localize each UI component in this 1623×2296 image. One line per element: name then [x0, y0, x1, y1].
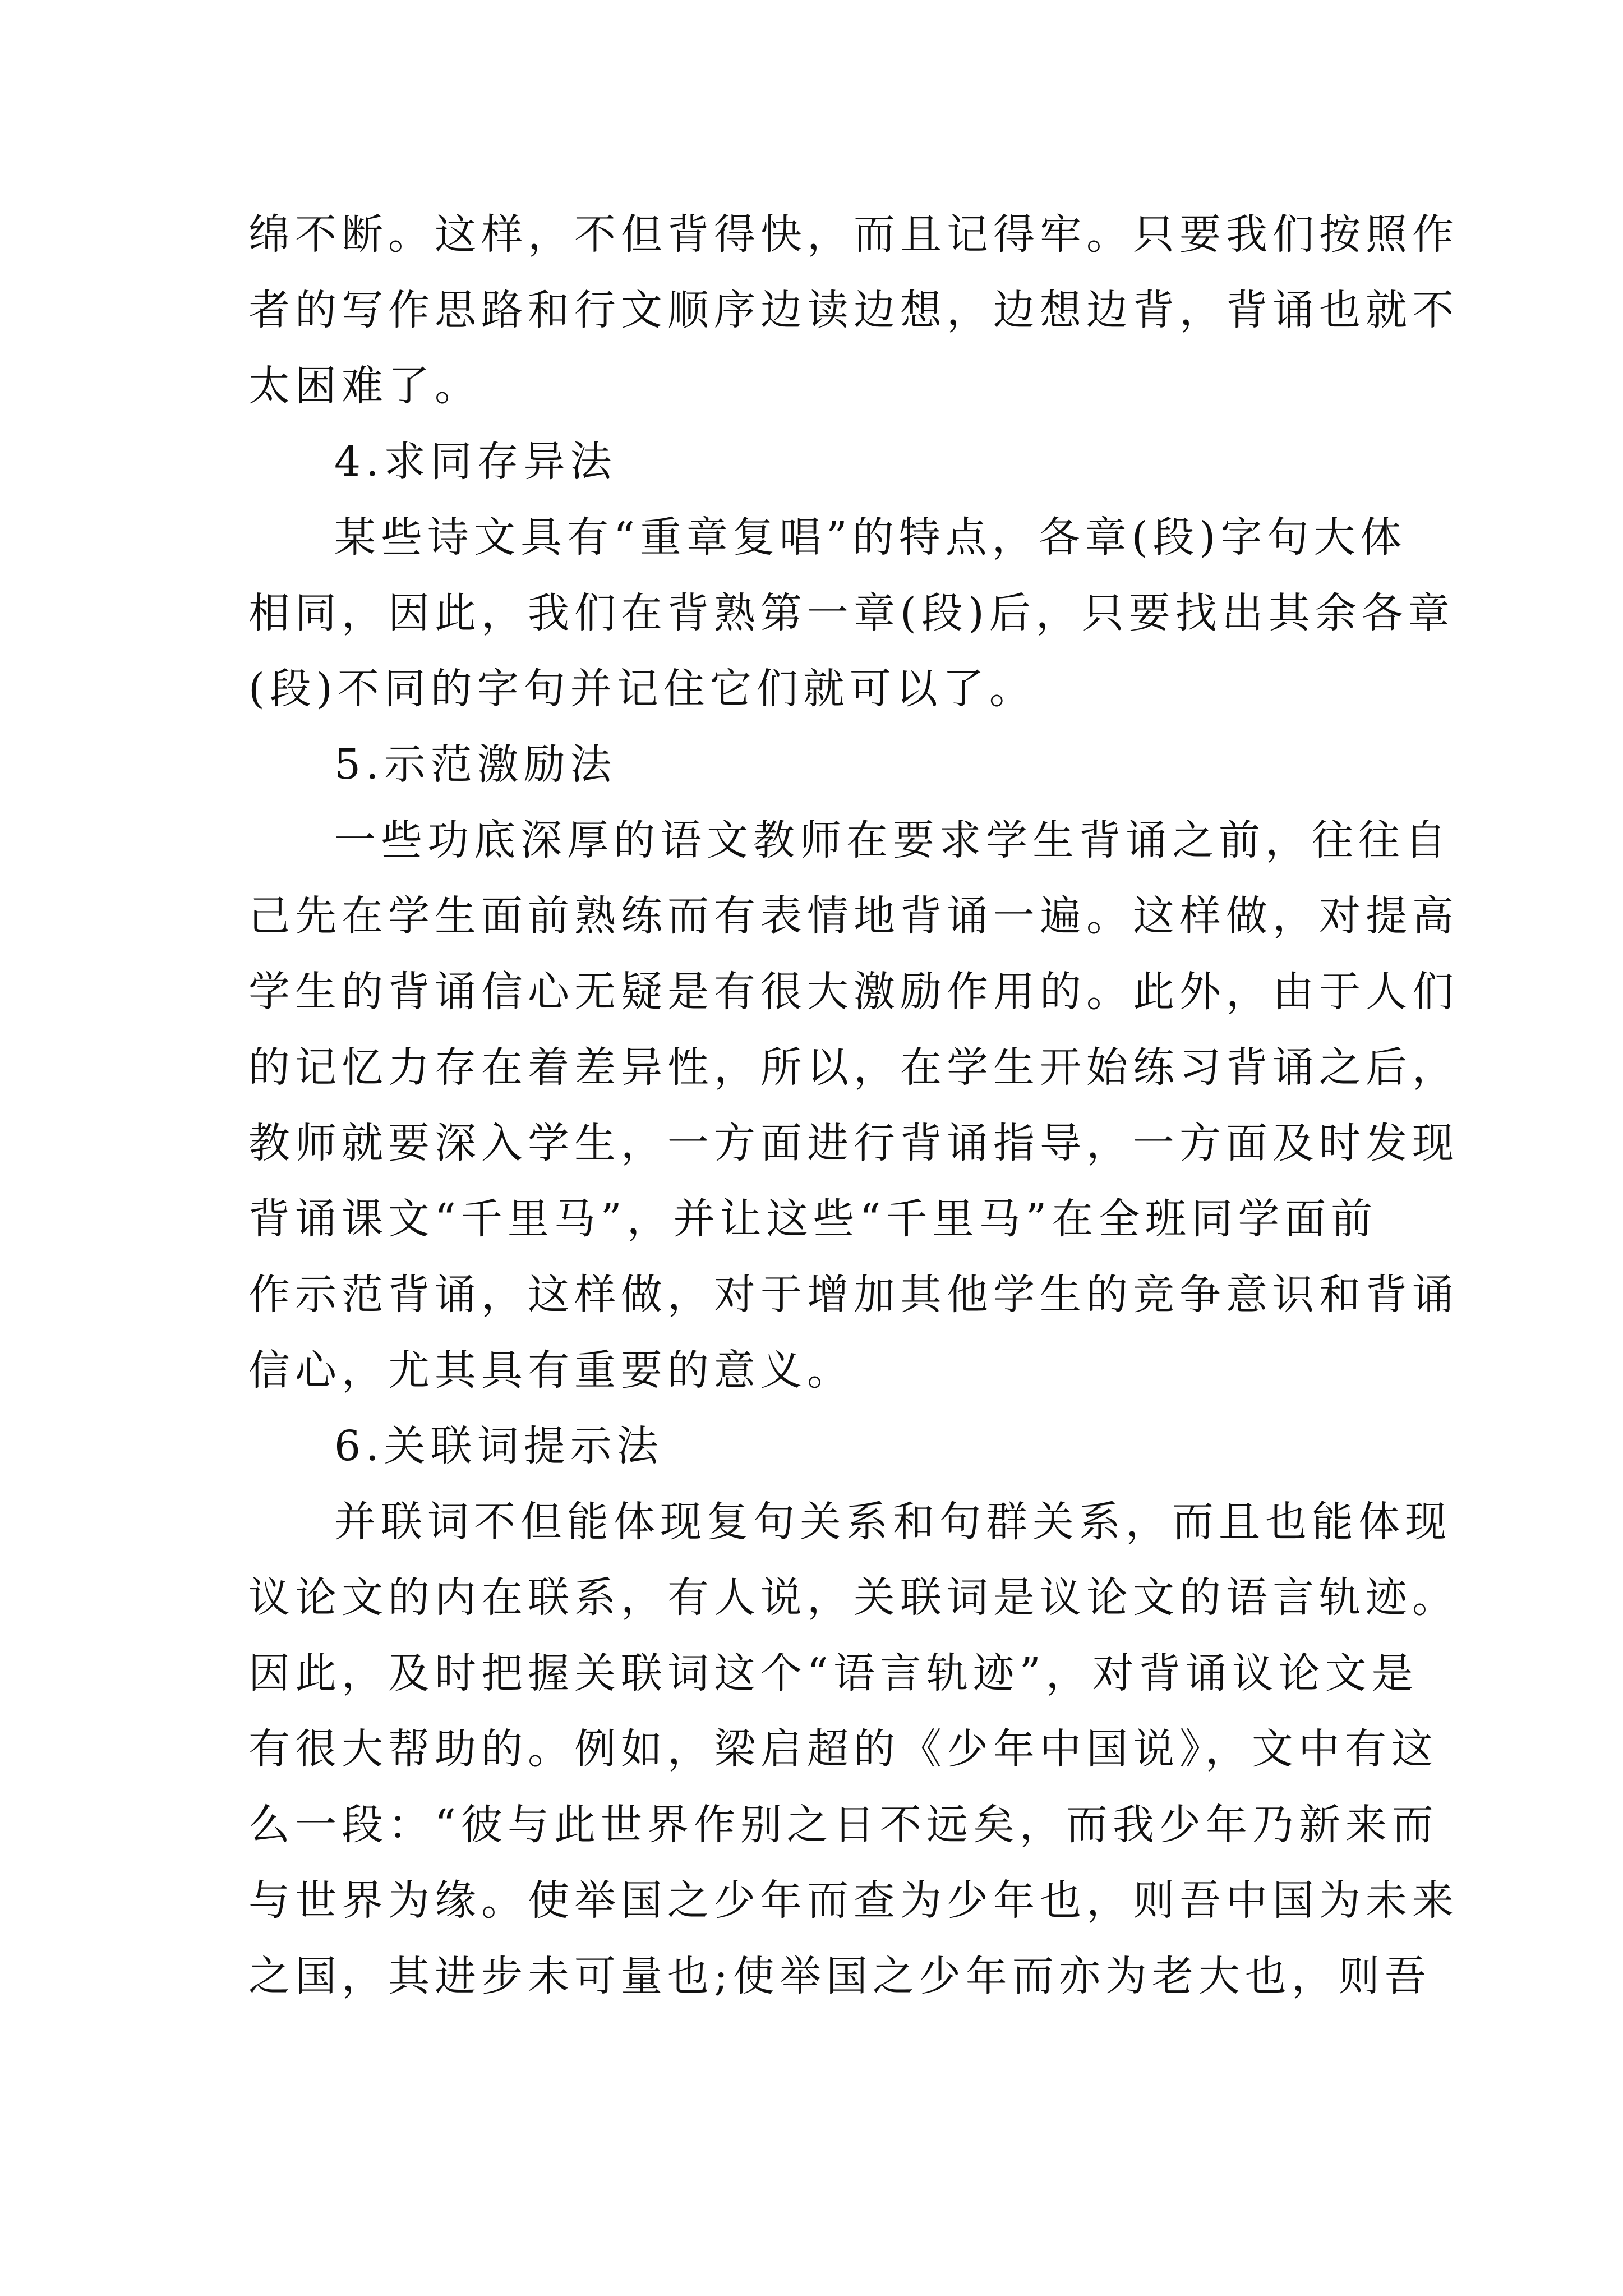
- text-line: 者的写作思路和行文顺序边读边想，边想边背，背诵也就不: [248, 286, 1459, 334]
- text-line: (段)不同的字句并记住它们就可以了。: [248, 665, 1036, 713]
- text-line: 教师就要深入学生，一方面进行背诵指导，一方面及时发现: [248, 1119, 1459, 1167]
- section-heading: 4.求同存异法: [334, 438, 617, 486]
- text-line: 的记忆力存在着差异性，所以，在学生开始练习背诵之后，: [248, 1043, 1459, 1092]
- text-line: 有很大帮助的。例如，梁启超的《少年中国说》，文中有这: [248, 1725, 1438, 1773]
- text-line: 一些功底深厚的语文教师在要求学生背诵之前，往往自: [334, 816, 1451, 864]
- text-line: 学生的背诵信心无疑是有很大激励作用的。此外，由于人们: [248, 968, 1459, 1016]
- section-heading: 6.关联词提示法: [334, 1422, 663, 1470]
- text-line: 么一段：“彼与此世界作别之日不远矣，而我少年乃新来而: [248, 1801, 1438, 1849]
- text-line: 议论文的内在联系，有人说，关联词是议论文的语言轨迹。: [248, 1573, 1459, 1622]
- text-line: 信心，尤其具有重要的意义。: [248, 1346, 854, 1395]
- section-heading: 5.示范激励法: [334, 740, 617, 789]
- text-line: 己先在学生面前熟练而有表情地背诵一遍。这样做，对提高: [248, 892, 1459, 940]
- text-line: 之国，其进步未可量也;使举国之少年而亦为老大也，则吾: [248, 1952, 1431, 2000]
- text-line: 并联词不但能体现复句关系和句群关系，而且也能体现: [334, 1498, 1451, 1546]
- text-line: 与世界为缘。使举国之少年而查为少年也，则吾中国为未来: [248, 1876, 1459, 1925]
- text-line: 绵不断。这样，不但背得快，而且记得牢。只要我们按照作: [248, 210, 1459, 259]
- text-line: 相同，因此，我们在背熟第一章(段)后，只要找出其余各章: [248, 589, 1455, 637]
- text-line: 太困难了。: [248, 362, 481, 410]
- text-line: 背诵课文“千里马”，并让这些“千里马”在全班同学面前: [248, 1195, 1378, 1243]
- text-line: 作示范背诵，这样做，对于增加其他学生的竞争意识和背诵: [248, 1271, 1459, 1319]
- text-line: 因此，及时把握关联词这个“语言轨迹”，对背诵议论文是: [248, 1649, 1418, 1697]
- text-line: 某些诗文具有“重章复唱”的特点，各章(段)字句大体: [334, 513, 1407, 562]
